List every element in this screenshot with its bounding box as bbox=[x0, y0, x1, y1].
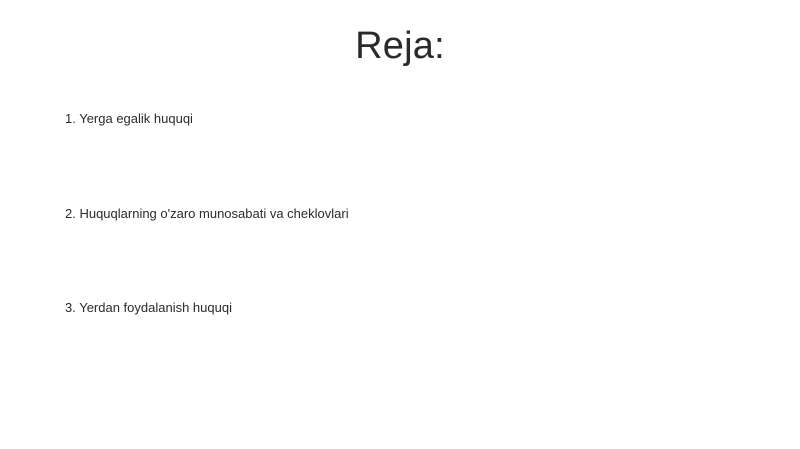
plan-item: 2. Huquqlarning o'zaro munosabati va cheklovlari bbox=[65, 206, 349, 221]
plan-item: 3. Yerdan foydalanish huquqi bbox=[65, 300, 232, 315]
slide-title: Reja: bbox=[355, 25, 445, 67]
plan-item: 1. Yerga egalik huquqi bbox=[65, 111, 193, 126]
